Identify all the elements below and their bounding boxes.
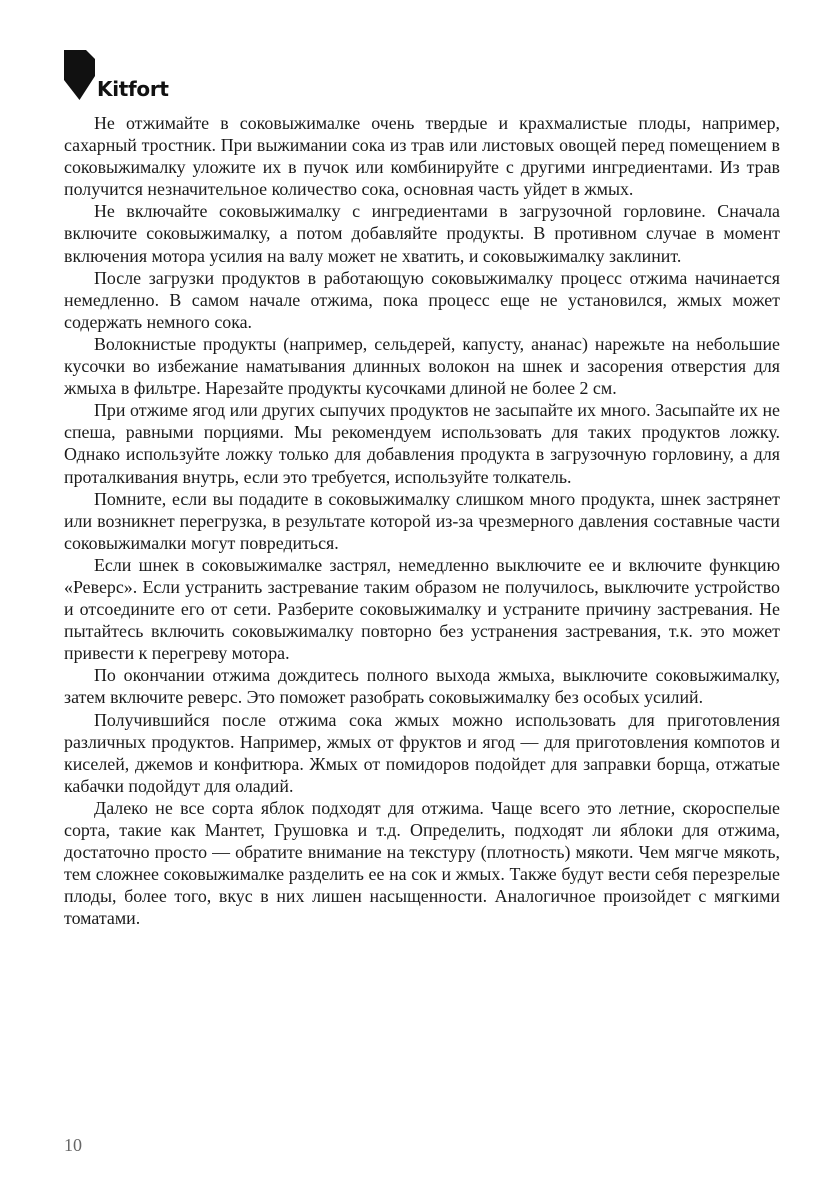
kitfort-logo-icon [64, 50, 95, 100]
brand-name: Kitfort [97, 77, 169, 101]
paragraph: При отжиме ягод или других сыпучих продуктов не засыпайте их много. Засыпайте их не спеша, равными порциями. Мы рекомендуем использовать для таких продуктов ложку. Однако используйте ложку только для добавления продукта в загрузочную горловину, а для проталкивания внутрь, если это требуется, используйте толкатель. [64, 400, 780, 487]
paragraph: После загрузки продуктов в работающую соковыжималку процесс отжима начинается немедленно. В самом начале отжима, пока процесс еще не установился, жмых может содержать немного сока. [64, 267, 780, 332]
body-text [64, 112, 780, 929]
paragraph: Волокнистые продукты (например, сельдерей, капусту, ананас) нарежьте на небольшие кусочки во избежание наматывания длинных волокон на шнек и засорения отверстия для жмыха в фильтре. Нарезайте продукты кусочками длиной не более 2 см. [64, 333, 780, 399]
brand-logo [64, 48, 169, 100]
paragraph: По окончании отжима дождитесь полного выхода жмыха, выключите соковыжималку, затем включите реверс. Это поможет разобрать соковыжималку без особых усилий. [64, 665, 780, 708]
paragraph: Далеко не все сорта яблок подходят для отжима. Чаще всего это летние, скороспелые сорта, такие как Мантет, Грушовка и т.д. Определить, подходят ли яблоки для отжима, достаточно просто — обратите внимание на текстуру (плотность) мякоти. Чем мягче мякоть, тем сложнее соковыжималке разделить ее на сок и жмых. Также будут вести себя перезрелые плоды, более того, вкус в них лишен насыщенности. Аналогичное произойдет с мягкими томатами. [64, 797, 780, 929]
paragraph: Получившийся после отжима сока жмых можно использовать для приготовления различных продуктов. Например, жмых от фруктов и ягод — для приготовления компотов и киселей, джемов и конфитюра. Жмых от помидоров подойдет для заправки борща, отжатые кабачки подойдут для оладий. [64, 709, 780, 796]
paragraph: Не включайте соковыжималку с ингредиентами в загрузочной горловине. Сначала включите соковыжималку, а потом добавляйте продукты. В противном случае в момент включения мотора усилия на валу может не хватить, и соковыжималку заклинит. [64, 201, 780, 266]
paragraph: Если шнек в соковыжималке застрял, немедленно выключите ее и включите функцию «Реверс». Если устранить застревание таким образом не получилось, выключите устройство и отсоедините его от сети. Разберите соковыжималку и устраните причину застревания. Не пытайтесь включить соковыжималку повторно без устранения застревания, т.к. это может привести к перегреву мотора. [64, 554, 780, 664]
page-number: 10 [64, 1135, 82, 1155]
paragraph: Не отжимайте в соковыжималке очень твердые и крахмалистые плоды, например, сахарный тростник. При выжимании сока из трав или листовых овощей перед помещением в соковыжималку уложите их в пучок или комбинируйте с другими ингредиентами. Из трав получится незначительное количество сока, основная часть уйдет в жмых. [64, 113, 780, 200]
paragraph: Помните, если вы подадите в соковыжималку слишком много продукта, шнек застрянет или возникнет перегрузка, в результате которой из-за чрезмерного давления составные части соковыжималки могут повредиться. [64, 488, 780, 553]
